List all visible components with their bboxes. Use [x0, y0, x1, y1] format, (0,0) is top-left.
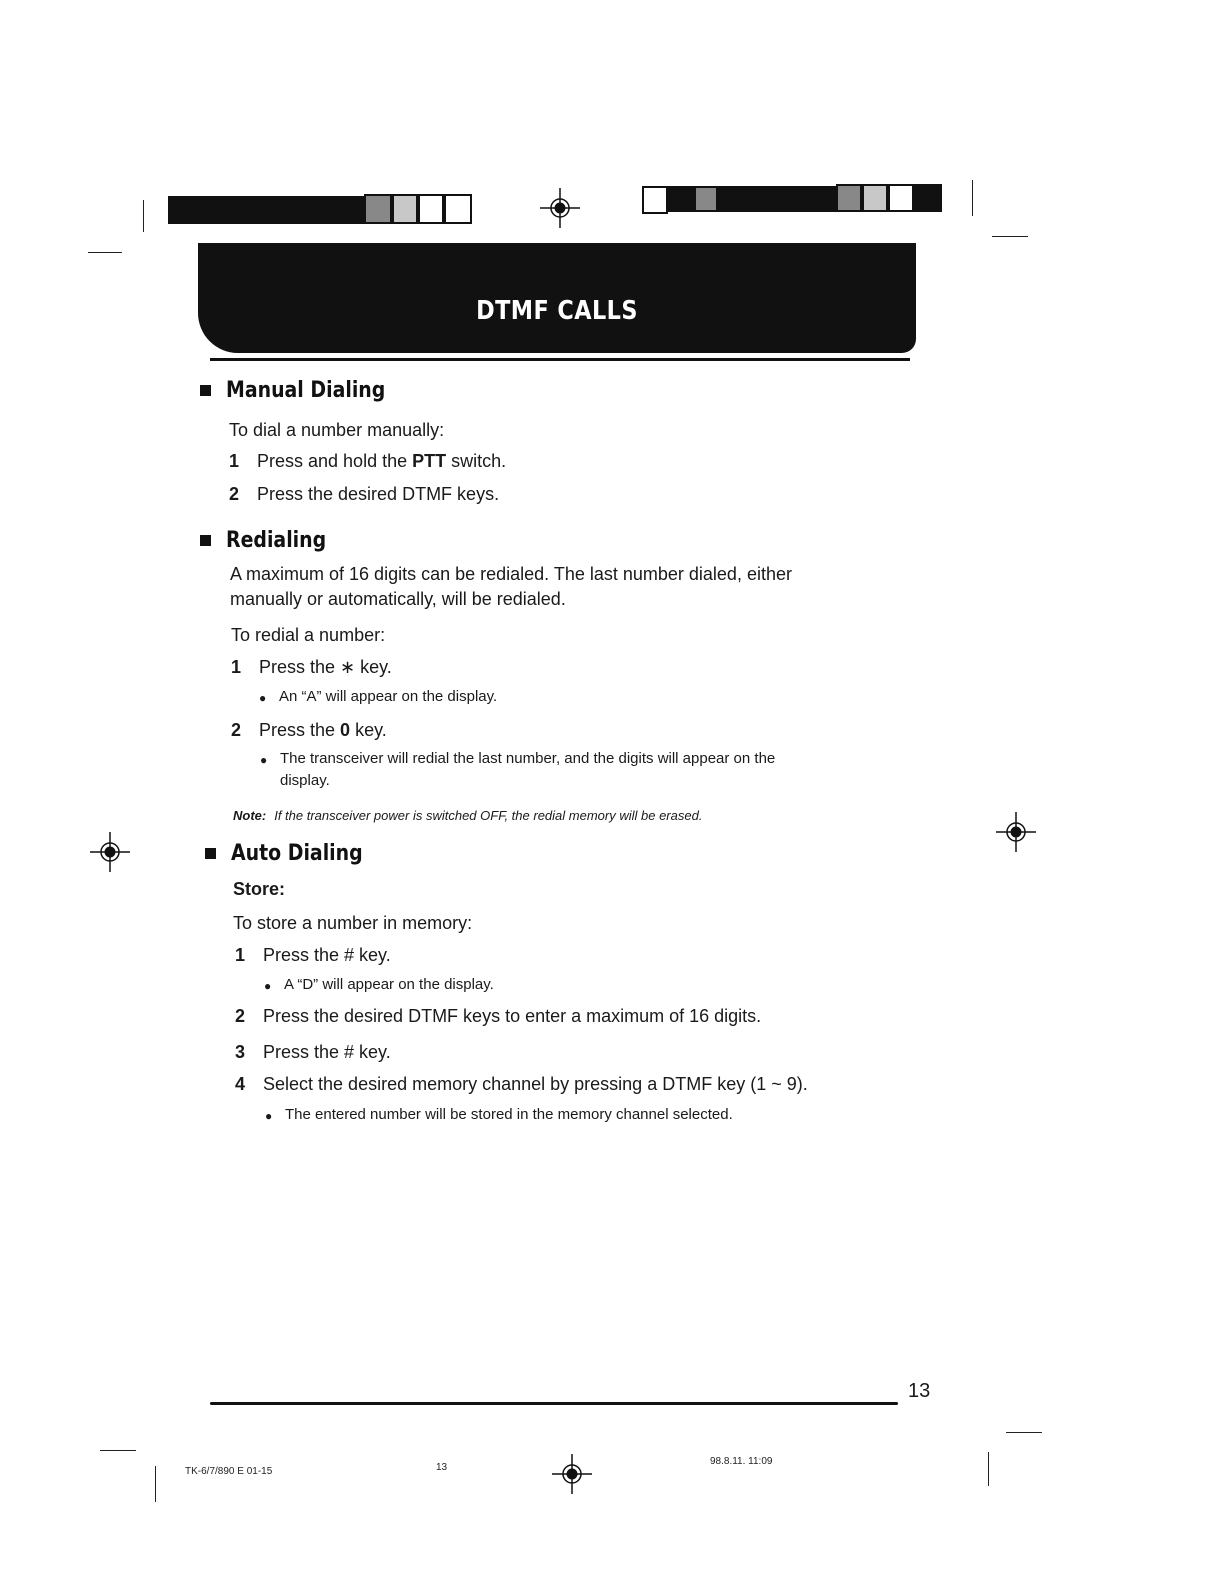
bullet-dot-icon: ● — [260, 753, 268, 767]
step-text: Press the desired DTMF keys. — [257, 484, 500, 504]
section-heading-redial — [200, 528, 343, 553]
page-number: 13 — [908, 1380, 931, 1402]
note-label: Note: — [233, 808, 267, 823]
crop-mark — [100, 1450, 136, 1451]
section-heading-auto — [205, 841, 384, 866]
square-bullet-icon — [200, 385, 211, 396]
redial-substep — [260, 748, 775, 792]
redial-intro: To redial a number: — [231, 625, 386, 645]
color-swatch — [694, 186, 718, 212]
crop-mark — [972, 180, 973, 216]
registration-target-icon — [538, 186, 582, 230]
redial-paragraph-line2: manually or automatically, will be redialed. — [230, 589, 566, 609]
substep-text: The transceiver will redial the last number, and the digits will appear on the display. — [280, 750, 776, 789]
step-text: Press the # key. — [263, 945, 391, 965]
square-bullet-icon — [205, 848, 216, 859]
heading-text: Redialing — [226, 528, 327, 553]
bullet-dot-icon: ● — [264, 979, 272, 993]
auto-intro: To store a number in memory: — [233, 913, 473, 933]
footer-file-id: TK-6/7/890 E 01-15 — [185, 1466, 273, 1477]
substep-text: A “D” will appear on the display. — [284, 976, 494, 993]
heading-text: Manual Dialing — [226, 378, 386, 403]
color-bar-left — [168, 196, 366, 224]
color-swatch — [862, 184, 888, 212]
square-bullet-icon — [200, 535, 211, 546]
crop-mark — [1006, 1432, 1042, 1433]
banner-underline — [210, 358, 910, 361]
step-number: 1 — [231, 657, 242, 677]
footer-timestamp: 98.8.11. 11:09 — [710, 1456, 773, 1467]
color-swatch — [364, 194, 392, 224]
registration-target-icon — [550, 1452, 594, 1496]
redial-step — [231, 657, 392, 678]
crop-mark — [988, 1452, 989, 1486]
heading-text: Auto Dialing — [231, 841, 363, 866]
step-number: 3 — [235, 1042, 246, 1062]
note-text: If the transceiver power is switched OFF, the redial memory will be erased. — [274, 808, 703, 823]
color-swatch — [836, 184, 862, 212]
bullet-dot-icon: ● — [265, 1109, 273, 1123]
step-number: 2 — [229, 484, 240, 504]
page-title: DTMF CALLS — [476, 296, 638, 326]
auto-step — [235, 1042, 391, 1063]
auto-subhead: Store: — [233, 879, 286, 899]
crop-mark — [88, 252, 122, 253]
manual-intro: To dial a number manually: — [229, 420, 445, 440]
substep-text: An “A” will appear on the display. — [279, 688, 498, 705]
auto-step — [235, 945, 391, 966]
manual-step — [229, 451, 506, 472]
step-number: 2 — [235, 1006, 246, 1026]
auto-substep — [265, 1104, 733, 1127]
auto-step — [235, 1006, 761, 1027]
step-text: Press the desired DTMF keys to enter a maximum of 16 digits. — [263, 1006, 762, 1026]
color-swatch — [888, 184, 914, 212]
step-text: Press the ∗ key. — [259, 657, 392, 677]
registration-target-icon — [994, 810, 1038, 854]
color-swatch — [418, 194, 444, 224]
auto-step — [235, 1074, 808, 1095]
manual-step — [229, 484, 499, 505]
auto-substep — [264, 974, 494, 997]
redial-paragraph-line1: A maximum of 16 digits can be redialed. The last number dialed, either — [230, 564, 792, 584]
color-swatch — [444, 194, 472, 224]
redial-step — [231, 720, 387, 741]
redial-note — [233, 808, 702, 823]
color-swatch — [392, 194, 418, 224]
step-number: 1 — [235, 945, 246, 965]
color-swatch — [642, 186, 668, 214]
step-text: Press and hold the PTT switch. — [257, 451, 507, 471]
crop-mark — [155, 1466, 156, 1502]
footer-page: 13 — [436, 1462, 448, 1473]
step-text: Press the 0 key. — [259, 720, 387, 740]
substep-text: The entered number will be stored in the memory channel selected. — [285, 1106, 733, 1123]
step-number: 4 — [235, 1074, 246, 1094]
step-text: Press the # key. — [263, 1042, 391, 1062]
bullet-dot-icon: ● — [259, 691, 267, 705]
registration-target-icon — [88, 830, 132, 874]
section-heading-manual — [200, 378, 411, 403]
crop-mark — [143, 200, 144, 232]
step-number: 2 — [231, 720, 242, 740]
page-bottom-rule — [210, 1402, 898, 1405]
step-number: 1 — [229, 451, 240, 471]
redial-substep — [259, 686, 497, 709]
crop-mark — [992, 236, 1028, 237]
step-text: Select the desired memory channel by pressing a DTMF key (1 ~ 9). — [263, 1074, 808, 1094]
color-bar-end — [914, 184, 942, 212]
